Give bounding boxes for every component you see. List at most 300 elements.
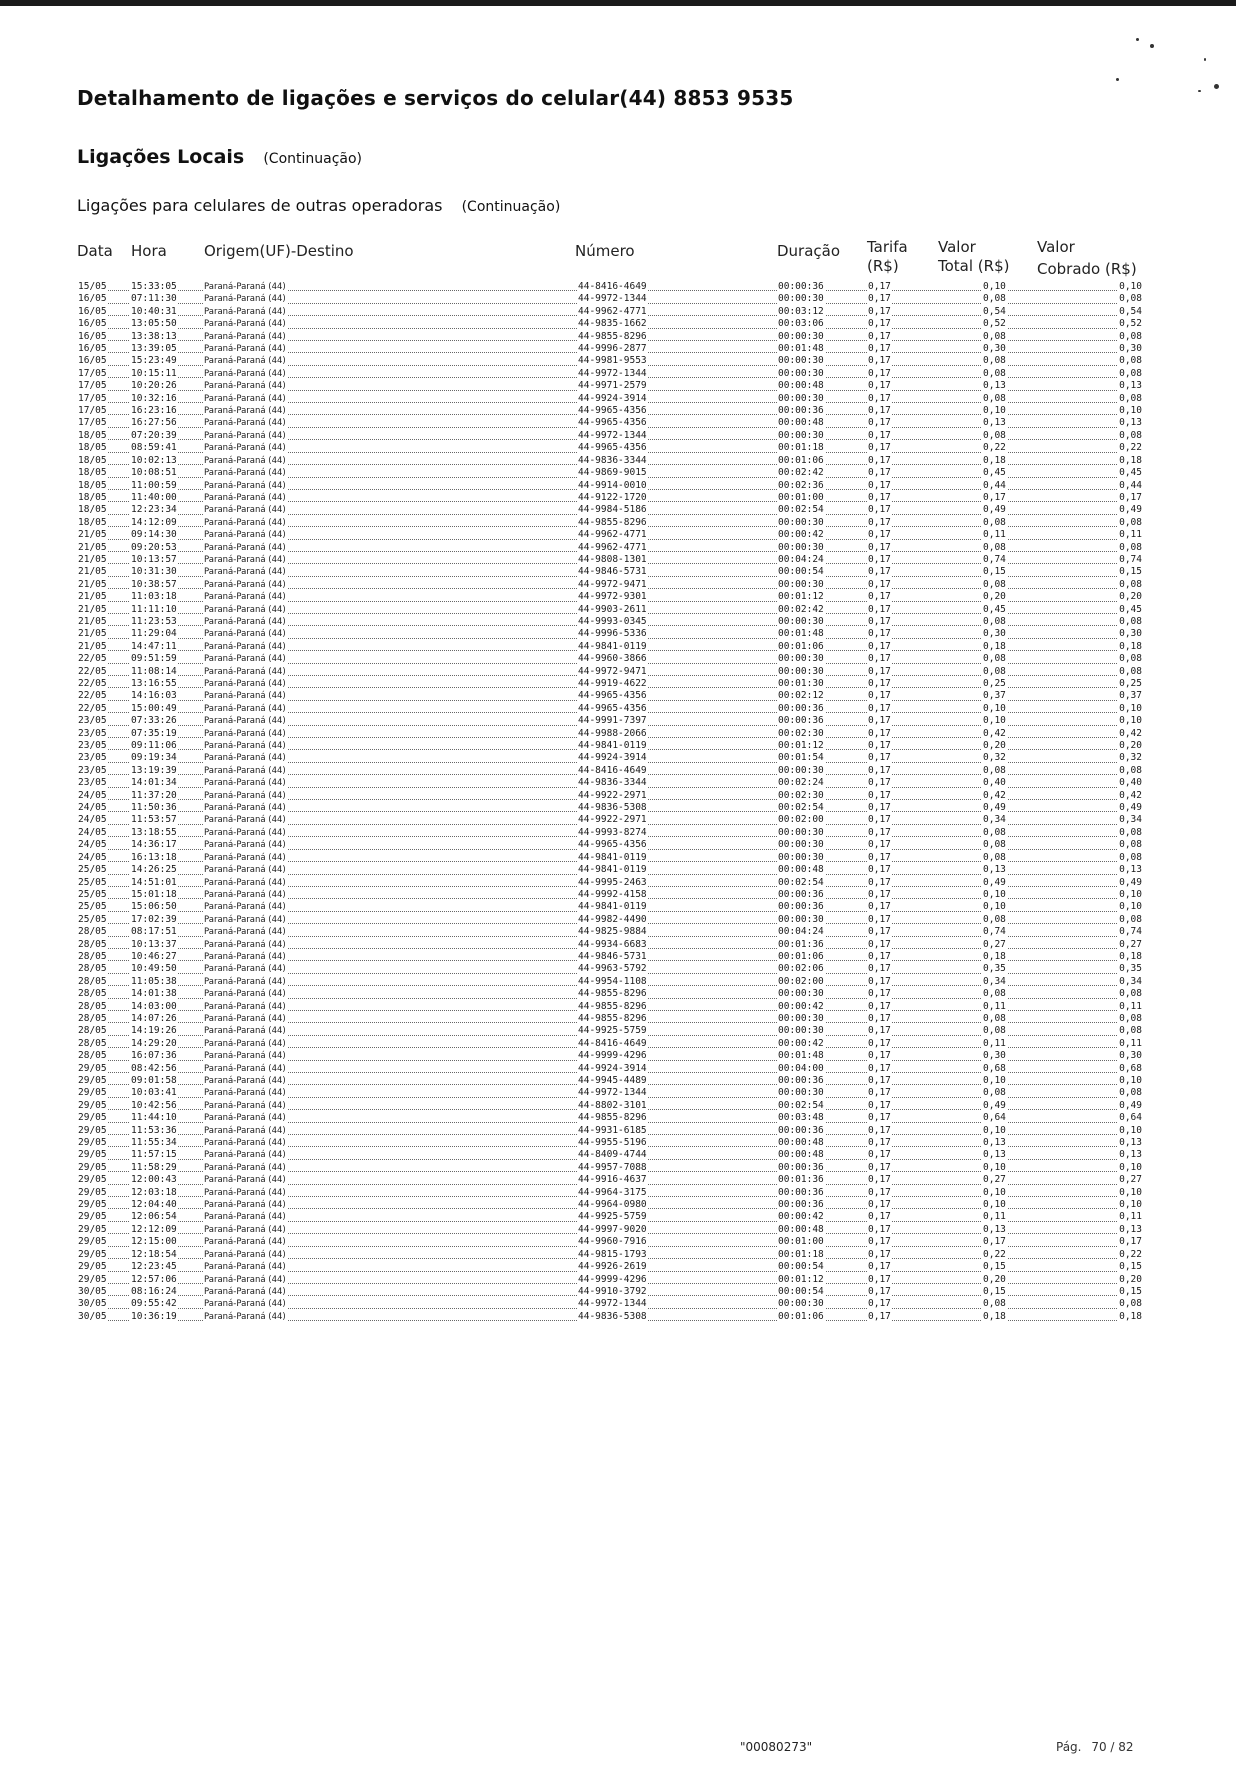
table-row [77,1112,1143,1124]
cell-origem: Paraná-Paraná (44) [204,703,286,714]
cell-data: 23/05 [78,777,107,789]
table-row [77,293,1143,305]
header-tarifa-unit: (R$) [867,257,899,275]
cell-tarifa: 0,17 [868,467,891,479]
cell-tarifa: 0,17 [868,491,891,503]
cell-origem: Paraná-Paraná (44) [204,319,286,330]
cell-numero: 44-9925-5759 [578,1211,647,1223]
table-row [77,939,1143,951]
cell-numero: 44-9855-8296 [578,1000,647,1012]
cell-hora: 11:40:00 [131,491,177,503]
cell-numero: 44-9931-6185 [578,1124,647,1136]
table-row [77,889,1143,901]
cell-duracao: 00:02:54 [778,1099,824,1111]
cell-duracao: 00:00:30 [778,665,824,677]
cell-data: 29/05 [78,1248,107,1260]
table-row [77,591,1143,603]
table-row [77,653,1143,665]
cell-data: 17/05 [78,392,107,404]
cell-data: 18/05 [78,429,107,441]
table-row [77,1274,1143,1286]
cell-duracao: 00:00:54 [778,566,824,578]
cell-data: 29/05 [78,1124,107,1136]
cell-hora: 15:06:50 [131,901,177,913]
cell-tarifa: 0,17 [868,740,891,752]
table-row [77,976,1143,988]
cell-valor-cobrado: 0,15 [1119,1261,1142,1273]
cell-data: 15/05 [78,281,107,292]
cell-tarifa: 0,17 [868,1211,891,1223]
cell-valor-total: 0,13 [983,1137,1006,1149]
cell-tarifa: 0,17 [868,678,891,689]
cell-numero: 44-9922-2971 [578,814,647,826]
cell-hora: 15:01:18 [131,888,177,900]
cell-duracao: 00:00:36 [778,405,824,417]
cell-numero: 44-9995-2463 [578,876,647,888]
cell-hora: 15:00:49 [131,702,177,714]
cell-valor-total: 0,18 [983,950,1006,962]
table-row [77,877,1143,889]
table-row [77,318,1143,330]
table-row [77,641,1143,653]
cell-data: 29/05 [78,1273,107,1285]
cell-hora: 12:04:40 [131,1199,177,1211]
cell-numero: 44-9972-9301 [578,591,647,603]
cell-tarifa: 0,17 [868,702,891,714]
cell-tarifa: 0,17 [868,901,891,913]
cell-duracao: 00:00:48 [778,1223,824,1235]
table-row [77,666,1143,678]
cell-valor-total: 0,18 [983,640,1006,652]
cell-origem: Paraná-Paraná (44) [204,1175,286,1186]
table-row [77,604,1143,616]
cell-hora: 11:29:04 [131,628,177,640]
table-row [77,901,1143,913]
cell-data: 21/05 [78,628,107,640]
cell-valor-cobrado: 0,64 [1119,1112,1142,1124]
cell-data: 28/05 [78,1025,107,1037]
cell-valor-total: 0,08 [983,392,1006,404]
cell-numero: 44-9924-3914 [578,392,647,404]
cell-origem: Paraná-Paraná (44) [204,815,286,826]
cell-origem: Paraná-Paraná (44) [204,803,286,814]
cell-valor-cobrado: 0,49 [1119,876,1142,888]
cell-hora: 14:12:09 [131,516,177,528]
cell-valor-cobrado: 0,13 [1119,864,1142,876]
cell-valor-total: 0,68 [983,1062,1006,1074]
cell-origem: Paraná-Paraná (44) [204,443,286,454]
cell-origem: Paraná-Paraná (44) [204,840,286,851]
cell-origem: Paraná-Paraná (44) [204,1274,286,1285]
cell-numero: 44-9991-7397 [578,715,647,727]
cell-tarifa: 0,17 [868,504,891,516]
cell-origem: Paraná-Paraná (44) [204,827,286,838]
cell-origem: Paraná-Paraná (44) [204,976,286,987]
cell-valor-total: 0,08 [983,764,1006,776]
cell-valor-total: 0,10 [983,1075,1006,1086]
cell-hora: 09:20:53 [131,541,177,553]
cell-tarifa: 0,17 [868,988,891,1000]
cell-duracao: 00:00:30 [778,293,824,305]
cell-data: 28/05 [78,1000,107,1012]
table-row [77,963,1143,975]
cell-duracao: 00:01:00 [778,491,824,503]
cell-numero: 44-9925-5759 [578,1025,647,1037]
cell-numero: 44-9841-0119 [578,851,647,863]
cell-duracao: 00:01:48 [778,343,824,355]
cell-valor-cobrado: 0,17 [1119,1236,1142,1248]
cell-data: 17/05 [78,417,107,429]
cell-valor-cobrado: 0,52 [1119,318,1142,330]
cell-duracao: 00:04:24 [778,553,824,565]
cell-origem: Paraná-Paraná (44) [204,579,286,590]
cell-valor-total: 0,22 [983,442,1006,454]
cell-data: 16/05 [78,293,107,305]
cell-hora: 09:01:58 [131,1075,177,1086]
table-row [77,504,1143,516]
cell-valor-total: 0,30 [983,343,1006,355]
cell-data: 16/05 [78,355,107,367]
cell-duracao: 00:00:36 [778,901,824,913]
cell-duracao: 00:00:30 [778,516,824,528]
cell-valor-cobrado: 0,11 [1119,1037,1142,1049]
header-hora: Hora [131,242,167,260]
cell-data: 17/05 [78,367,107,379]
cell-valor-total: 0,08 [983,429,1006,441]
cell-valor-cobrado: 0,34 [1119,814,1142,826]
cell-hora: 11:08:14 [131,665,177,677]
cell-tarifa: 0,17 [868,1261,891,1273]
table-row [77,802,1143,814]
cell-tarifa: 0,17 [868,1124,891,1136]
cell-valor-total: 0,49 [983,876,1006,888]
cell-numero: 44-9910-3792 [578,1285,647,1297]
cell-valor-cobrado: 0,10 [1119,281,1142,292]
cell-hora: 11:37:20 [131,789,177,801]
cell-tarifa: 0,17 [868,603,891,615]
cell-duracao: 00:00:36 [778,1124,824,1136]
cell-data: 29/05 [78,1223,107,1235]
table-row [77,1162,1143,1174]
cell-numero: 44-9855-8296 [578,516,647,528]
cell-duracao: 00:00:36 [778,702,824,714]
cell-tarifa: 0,17 [868,541,891,553]
section-title-text: Ligações Locais [77,146,245,168]
cell-duracao: 00:02:42 [778,467,824,479]
cell-origem: Paraná-Paraná (44) [204,641,286,652]
cell-duracao: 00:00:36 [778,1161,824,1173]
cell-origem: Paraná-Paraná (44) [204,306,286,317]
cell-valor-cobrado: 0,08 [1119,541,1142,553]
cell-numero: 44-9846-5731 [578,950,647,962]
cell-tarifa: 0,17 [868,1149,891,1161]
cell-valor-total: 0,10 [983,281,1006,292]
cell-data: 24/05 [78,839,107,851]
cell-valor-cobrado: 0,08 [1119,988,1142,1000]
cell-data: 21/05 [78,615,107,627]
cell-tarifa: 0,17 [868,628,891,640]
cell-origem: Paraná-Paraná (44) [204,406,286,417]
cell-hora: 12:15:00 [131,1236,177,1248]
cell-duracao: 00:02:30 [778,727,824,739]
cell-hora: 14:36:17 [131,839,177,851]
cell-numero: 44-9972-1344 [578,1087,647,1099]
cell-numero: 44-9984-5186 [578,504,647,516]
cell-hora: 09:51:59 [131,653,177,665]
cell-duracao: 00:03:12 [778,305,824,317]
cell-valor-total: 0,08 [983,355,1006,367]
cell-valor-cobrado: 0,11 [1119,1211,1142,1223]
cell-hora: 12:57:06 [131,1273,177,1285]
cell-hora: 10:40:31 [131,305,177,317]
cell-origem: Paraná-Paraná (44) [204,344,286,355]
cell-duracao: 00:00:36 [778,1199,824,1211]
cell-hora: 13:19:39 [131,764,177,776]
cell-duracao: 00:00:30 [778,1298,824,1310]
cell-valor-cobrado: 0,10 [1119,702,1142,714]
cell-valor-cobrado: 0,11 [1119,1000,1142,1012]
cell-duracao: 00:02:42 [778,603,824,615]
cell-hora: 10:36:19 [131,1310,177,1322]
header-data: Data [77,242,113,260]
cell-valor-total: 0,13 [983,1223,1006,1235]
cell-hora: 10:49:50 [131,963,177,975]
cell-duracao: 00:00:36 [778,1186,824,1198]
cell-hora: 08:16:24 [131,1285,177,1297]
table-row [77,765,1143,777]
cell-data: 29/05 [78,1174,107,1186]
cell-origem: Paraná-Paraná (44) [204,381,286,392]
table-row [77,380,1143,392]
cell-tarifa: 0,17 [868,566,891,578]
cell-numero: 44-9962-4771 [578,529,647,541]
cell-valor-cobrado: 0,40 [1119,777,1142,789]
cell-data: 29/05 [78,1099,107,1111]
table-row [77,529,1143,541]
cell-valor-total: 0,13 [983,1149,1006,1161]
cell-data: 29/05 [78,1062,107,1074]
cell-valor-cobrado: 0,08 [1119,1298,1142,1310]
cell-valor-total: 0,08 [983,516,1006,528]
cell-duracao: 00:00:30 [778,826,824,838]
table-row [77,988,1143,1000]
cell-tarifa: 0,17 [868,715,891,727]
cell-tarifa: 0,17 [868,1285,891,1297]
cell-tarifa: 0,17 [868,1310,891,1322]
cell-duracao: 00:01:00 [778,1236,824,1248]
cell-origem: Paraná-Paraná (44) [204,691,286,702]
cell-numero: 44-8416-4649 [578,1037,647,1049]
cell-valor-cobrado: 0,10 [1119,1124,1142,1136]
cell-valor-total: 0,13 [983,417,1006,429]
cell-valor-cobrado: 0,10 [1119,901,1142,913]
cell-data: 21/05 [78,603,107,615]
cell-valor-total: 0,20 [983,1273,1006,1285]
cell-data: 16/05 [78,318,107,330]
cell-valor-total: 0,08 [983,665,1006,677]
cell-valor-cobrado: 0,13 [1119,380,1142,392]
cell-valor-cobrado: 0,10 [1119,888,1142,900]
cell-valor-total: 0,08 [983,615,1006,627]
cell-hora: 07:20:39 [131,429,177,441]
cell-duracao: 00:00:30 [778,578,824,590]
table-row [77,752,1143,764]
cell-hora: 16:27:56 [131,417,177,429]
cell-duracao: 00:02:00 [778,814,824,826]
header-valor-total: Valor [938,238,976,256]
cell-valor-total: 0,08 [983,541,1006,553]
table-row [77,628,1143,640]
cell-data: 30/05 [78,1298,107,1310]
cell-tarifa: 0,17 [868,1174,891,1186]
table-row [77,343,1143,355]
cell-numero: 44-9997-9020 [578,1223,647,1235]
table-row [77,1075,1143,1087]
cell-origem: Paraná-Paraná (44) [204,1299,286,1310]
cell-valor-total: 0,08 [983,826,1006,838]
cell-numero: 44-9965-4356 [578,839,647,851]
cell-duracao: 00:00:48 [778,1149,824,1161]
cell-tarifa: 0,17 [868,479,891,491]
cell-tarifa: 0,17 [868,814,891,826]
cell-valor-cobrado: 0,15 [1119,566,1142,578]
cell-data: 24/05 [78,826,107,838]
cell-valor-cobrado: 0,11 [1119,529,1142,541]
cell-origem: Paraná-Paraná (44) [204,1125,286,1136]
page-indicator [1056,1740,1140,1754]
cell-origem: Paraná-Paraná (44) [204,1249,286,1260]
cell-numero: 44-9972-1344 [578,429,647,441]
table-row [77,355,1143,367]
cell-valor-total: 0,25 [983,678,1006,689]
cell-valor-total: 0,08 [983,913,1006,925]
cell-tarifa: 0,17 [868,1075,891,1086]
cell-duracao: 00:00:42 [778,1000,824,1012]
cell-data: 25/05 [78,864,107,876]
cell-origem: Paraná-Paraná (44) [204,1013,286,1024]
call-list [77,281,1143,1323]
cell-tarifa: 0,17 [868,851,891,863]
table-row [77,1236,1143,1248]
cell-origem: Paraná-Paraná (44) [204,1262,286,1273]
cell-hora: 10:13:57 [131,553,177,565]
cell-tarifa: 0,17 [868,591,891,603]
cell-valor-cobrado: 0,13 [1119,1149,1142,1161]
cell-origem: Paraná-Paraná (44) [204,679,286,689]
cell-numero: 44-9836-5308 [578,802,647,814]
table-row [77,405,1143,417]
cell-valor-total: 0,11 [983,1000,1006,1012]
cell-valor-total: 0,10 [983,405,1006,417]
cell-origem: Paraná-Paraná (44) [204,1026,286,1037]
cell-valor-cobrado: 0,13 [1119,1223,1142,1235]
cell-valor-total: 0,08 [983,367,1006,379]
cell-numero: 44-9924-3914 [578,752,647,764]
cell-hora: 17:02:39 [131,913,177,925]
table-row [77,777,1143,789]
cell-valor-cobrado: 0,08 [1119,764,1142,776]
cell-numero: 44-9924-3914 [578,1062,647,1074]
cell-duracao: 00:00:30 [778,1025,824,1037]
table-row [77,1149,1143,1161]
cell-duracao: 00:00:30 [778,429,824,441]
cell-hora: 07:11:30 [131,293,177,305]
cell-valor-total: 0,45 [983,603,1006,615]
cell-data: 21/05 [78,591,107,603]
cell-origem: Paraná-Paraná (44) [204,753,286,764]
table-row [77,1261,1143,1273]
cell-origem: Paraná-Paraná (44) [204,592,286,603]
cell-data: 18/05 [78,491,107,503]
cell-origem: Paraná-Paraná (44) [204,616,286,627]
cell-numero: 44-9825-9884 [578,926,647,938]
cell-duracao: 00:00:30 [778,541,824,553]
cell-data: 24/05 [78,802,107,814]
cell-tarifa: 0,17 [868,553,891,565]
cell-origem: Paraná-Paraná (44) [204,1200,286,1211]
cell-valor-total: 0,15 [983,1261,1006,1273]
cell-tarifa: 0,17 [868,926,891,938]
cell-numero: 44-9855-8296 [578,330,647,342]
cell-duracao: 00:02:00 [778,975,824,987]
cell-data: 28/05 [78,1050,107,1062]
cell-hora: 12:18:54 [131,1248,177,1260]
cell-hora: 14:16:03 [131,690,177,702]
cell-tarifa: 0,17 [868,1298,891,1310]
cell-origem: Paraná-Paraná (44) [204,852,286,863]
cell-tarifa: 0,17 [868,330,891,342]
cell-duracao: 00:01:18 [778,1248,824,1260]
cell-valor-cobrado: 0,22 [1119,442,1142,454]
cell-numero: 44-9999-4296 [578,1273,647,1285]
cell-hora: 12:23:45 [131,1261,177,1273]
table-header [77,238,1143,278]
cell-valor-cobrado: 0,15 [1119,1285,1142,1297]
table-row [77,814,1143,826]
cell-hora: 13:05:50 [131,318,177,330]
cell-data: 28/05 [78,988,107,1000]
table-row [77,480,1143,492]
cell-valor-total: 0,08 [983,851,1006,863]
table-row [77,467,1143,479]
cell-duracao: 00:00:36 [778,1075,824,1086]
table-row [77,690,1143,702]
cell-hora: 15:33:05 [131,281,177,292]
cell-valor-cobrado: 0,68 [1119,1062,1142,1074]
header-tarifa: Tarifa [867,238,908,256]
table-row [77,331,1143,343]
cell-valor-total: 0,64 [983,1112,1006,1124]
cell-hora: 10:02:13 [131,454,177,466]
cell-numero: 44-9972-1344 [578,367,647,379]
table-row [77,616,1143,628]
cell-numero: 44-9855-8296 [578,1112,647,1124]
cell-valor-cobrado: 0,27 [1119,938,1142,950]
cell-valor-cobrado: 0,08 [1119,913,1142,925]
table-row [77,728,1143,740]
cell-valor-total: 0,37 [983,690,1006,702]
cell-valor-cobrado: 0,08 [1119,293,1142,305]
cell-valor-cobrado: 0,20 [1119,1273,1142,1285]
cell-data: 28/05 [78,1037,107,1049]
cell-origem: Paraná-Paraná (44) [204,716,286,727]
cell-valor-total: 0,22 [983,1248,1006,1260]
cell-valor-total: 0,74 [983,926,1006,938]
cell-valor-total: 0,49 [983,504,1006,516]
cell-valor-total: 0,08 [983,330,1006,342]
cell-numero: 44-9815-1793 [578,1248,647,1260]
cell-origem: Paraná-Paraná (44) [204,1001,286,1012]
